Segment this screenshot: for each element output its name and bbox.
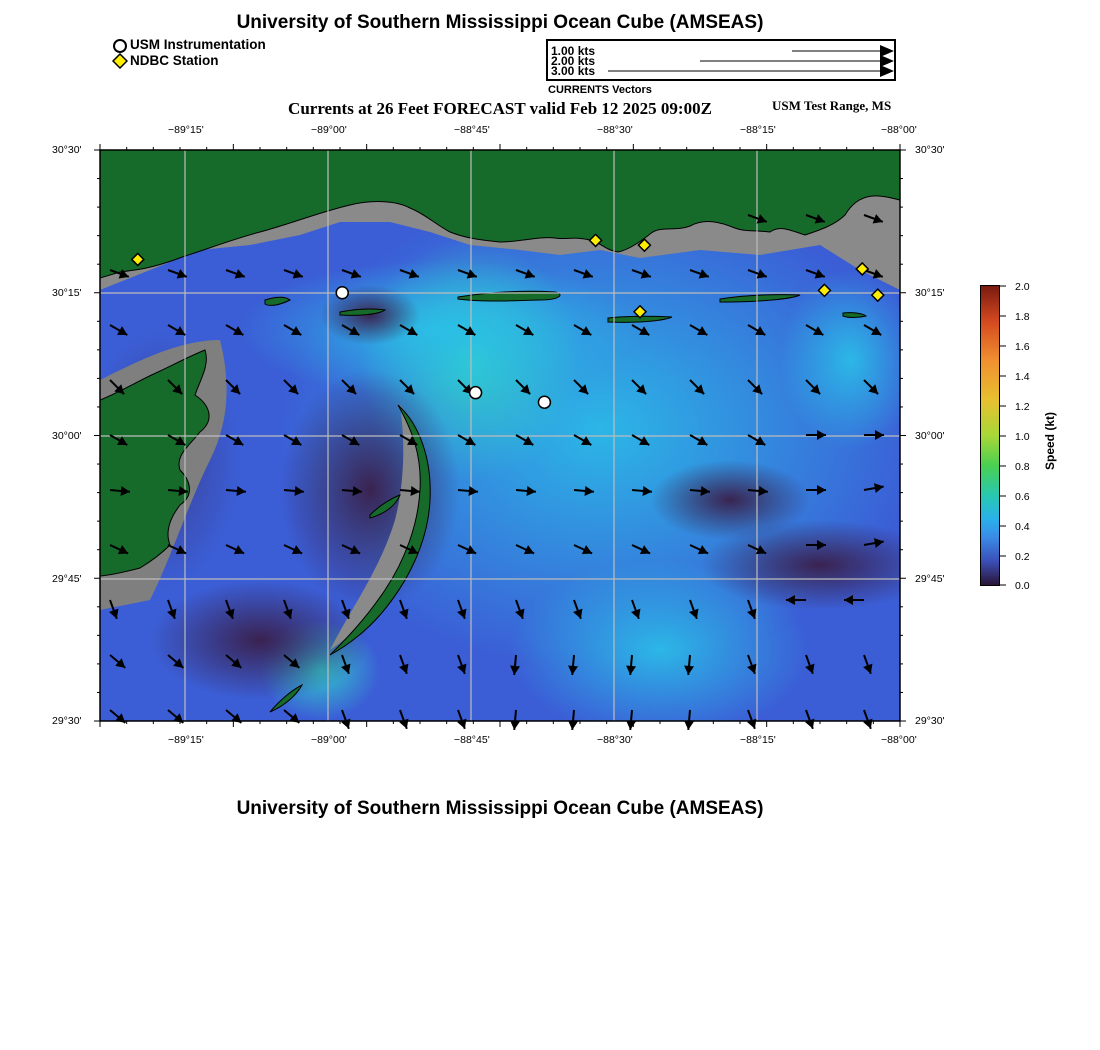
lon-tick-top: −88°45' bbox=[454, 124, 490, 136]
colorbar-tick: 2.0 bbox=[1015, 281, 1030, 293]
lon-tick-bottom: −88°45' bbox=[454, 734, 490, 746]
lon-tick-bottom: −88°30' bbox=[597, 734, 633, 746]
lat-tick-right: 30°15' bbox=[915, 287, 945, 299]
colorbar-tick: 1.4 bbox=[1015, 371, 1030, 383]
lat-tick-left: 30°30' bbox=[52, 144, 82, 156]
colorbar-title: Speed (kt) bbox=[1043, 411, 1057, 470]
lat-tick-left: 30°15' bbox=[52, 287, 82, 299]
lat-tick-left: 29°45' bbox=[52, 573, 82, 585]
vector-arrowhead-icon bbox=[568, 721, 578, 730]
colorbar-tick: 0.2 bbox=[1015, 551, 1030, 563]
usm-instrument-marker bbox=[470, 387, 482, 399]
colorbar-tick: 1.2 bbox=[1015, 401, 1030, 413]
scale-label-1: 1.00 kts bbox=[551, 44, 596, 58]
lon-tick-top: −88°00' bbox=[881, 124, 917, 136]
legend-ndbc-label: NDBC Station bbox=[130, 53, 219, 68]
colorbar-tick: 0.4 bbox=[1015, 521, 1030, 533]
colorbar-tick: 0.0 bbox=[1015, 580, 1030, 592]
lat-tick-right: 29°45' bbox=[915, 573, 945, 585]
range-label: USM Test Range, MS bbox=[772, 98, 892, 113]
lat-tick-left: 29°30' bbox=[52, 715, 82, 727]
usm-instrument-marker bbox=[538, 396, 550, 408]
colorbar-tick: 0.8 bbox=[1015, 461, 1030, 473]
colorbar-ticks bbox=[1000, 285, 1008, 587]
lon-tick-bottom: −88°00' bbox=[881, 734, 917, 746]
lon-tick-bottom: −89°15' bbox=[168, 734, 204, 746]
lon-tick-bottom: −89°00' bbox=[311, 734, 347, 746]
lon-tick-top: −89°00' bbox=[311, 124, 347, 136]
vector-arrowhead-icon bbox=[684, 721, 694, 730]
lat-tick-right: 30°00' bbox=[915, 430, 945, 442]
vector-arrowhead-icon bbox=[626, 721, 636, 730]
speed-colorbar bbox=[980, 285, 1000, 586]
footer-title: University of Southern Mississippi Ocean Cube (AMSEAS) bbox=[236, 798, 764, 819]
page-title: University of Southern Mississippi Ocean Cube (AMSEAS) bbox=[236, 12, 764, 33]
usm-instrument-marker bbox=[336, 287, 348, 299]
colorbar-tick: 1.0 bbox=[1015, 431, 1030, 443]
colorbar-tick: 0.6 bbox=[1015, 491, 1030, 503]
vector-scale-caption: CURRENTS Vectors bbox=[548, 84, 652, 96]
lon-tick-top: −88°15' bbox=[740, 124, 776, 136]
lat-tick-right: 29°30' bbox=[915, 715, 945, 727]
colorbar-tick: 1.6 bbox=[1015, 341, 1030, 353]
lat-tick-right: 30°30' bbox=[915, 144, 945, 156]
vector-arrowhead-icon bbox=[510, 721, 520, 730]
lon-tick-bottom: −88°15' bbox=[740, 734, 776, 746]
map-subtitle: Currents at 26 Feet FORECAST valid Feb 12 2025 09:00Z bbox=[288, 99, 712, 118]
legend-usm-label: USM Instrumentation bbox=[130, 37, 266, 52]
scale-label-2: 2.00 kts bbox=[551, 54, 596, 68]
colorbar-tick: 1.8 bbox=[1015, 311, 1030, 323]
scale-label-3: 3.00 kts bbox=[551, 64, 596, 78]
lon-tick-top: −88°30' bbox=[597, 124, 633, 136]
lon-tick-top: −89°15' bbox=[168, 124, 204, 136]
lat-tick-left: 30°00' bbox=[52, 430, 82, 442]
speed-field bbox=[80, 150, 940, 740]
